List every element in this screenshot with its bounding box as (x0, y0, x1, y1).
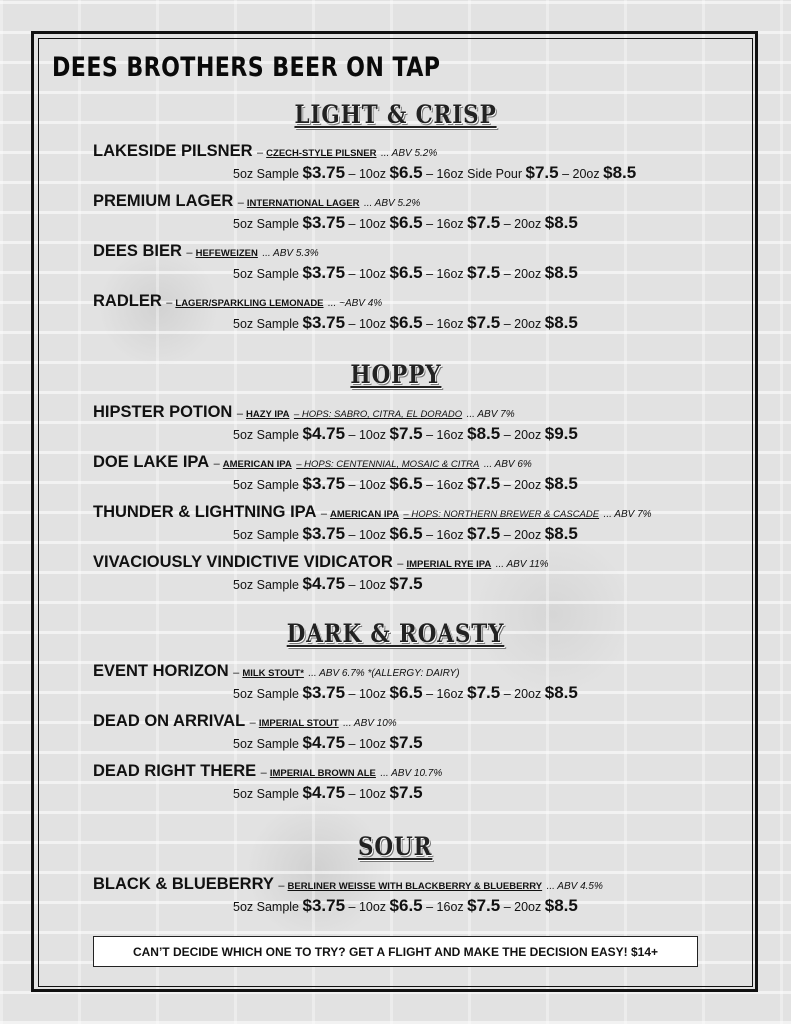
price-separator: – (422, 528, 437, 542)
beer-abv: ... ABV 10.7% (380, 768, 443, 779)
separator: – (233, 667, 243, 679)
price-list (233, 896, 578, 916)
size-label: 16oz (436, 317, 464, 331)
price-value: $8.5 (544, 524, 578, 543)
beer-name: DEES BIER (93, 242, 182, 260)
price-value: $7.5 (467, 683, 501, 702)
size-label: 16oz (436, 217, 464, 231)
price-separator: – (500, 317, 515, 331)
size-label: 5oz Sample (233, 478, 300, 492)
size-label: 16oz (436, 528, 464, 542)
beer-style: LAGER/SPARKLING LEMONADE (175, 298, 324, 309)
size-label: 5oz Sample (233, 578, 300, 592)
price-value: $3.75 (302, 163, 346, 182)
beer-abv: ... ABV 10% (343, 718, 397, 729)
beer-name: DOE LAKE IPA (93, 453, 210, 471)
section-title-text: LIGHT & CRISP (294, 100, 497, 129)
size-label: 16oz (436, 267, 464, 281)
price-value: $6.5 (389, 313, 423, 332)
beer-abv: ... ABV 11% (495, 559, 549, 570)
price-separator: – (422, 687, 437, 701)
beer-name: DEAD ON ARRIVAL (93, 712, 246, 730)
price-value: $8.5 (544, 313, 578, 332)
price-separator: – (422, 900, 437, 914)
price-list (233, 683, 578, 703)
size-label: 20oz (514, 267, 542, 281)
price-list (233, 424, 578, 444)
beer-abv: ... ABV 5.2% (380, 148, 438, 159)
price-separator: – (345, 528, 359, 542)
beer-style: IMPERIAL RYE IPA (406, 559, 492, 570)
size-label: 10oz (358, 428, 387, 442)
price-value: $3.75 (302, 263, 346, 282)
separator: – (256, 147, 267, 159)
separator: – (260, 767, 270, 779)
price-value: $6.5 (389, 524, 423, 543)
price-value: $8.5 (603, 163, 637, 182)
flight-offer-banner: CAN’T DECIDE WHICH ONE TO TRY? GET A FLIGHT AND MAKE THE DECISION EASY! $14+ (93, 936, 698, 967)
price-value: $6.5 (389, 213, 423, 232)
price-value: $7.5 (389, 574, 423, 593)
size-label: 10oz (358, 217, 387, 231)
beer-item-dead-right-there (93, 762, 442, 781)
beer-item-thunder-lightning-ipa (93, 503, 652, 522)
beer-item-event-horizon (93, 662, 460, 681)
size-label: 5oz Sample (233, 687, 300, 701)
beer-name: THUNDER & LIGHTNING IPA (93, 503, 317, 521)
price-list (233, 524, 578, 544)
beer-abv: ... ABV 4.5% (546, 881, 603, 892)
price-separator: – (345, 578, 359, 592)
beer-item-vivaciously-vindictive-vidicator (93, 553, 549, 572)
beer-item-premium-lager (93, 192, 420, 211)
beer-item-dees-bier (93, 242, 319, 261)
price-value: $7.5 (389, 783, 423, 802)
price-list (233, 733, 423, 753)
size-label: 5oz Sample (233, 737, 300, 751)
size-label: 5oz Sample (233, 267, 300, 281)
size-label: 10oz (358, 900, 387, 914)
price-separator: – (500, 900, 515, 914)
beer-style: AMERICAN IPA (330, 509, 399, 520)
price-value: $8.5 (544, 213, 578, 232)
beer-abv: ... ABV 7% (603, 509, 652, 520)
price-value: $7.5 (467, 213, 501, 232)
size-label: 5oz Sample (233, 217, 300, 231)
beer-item-radler (93, 292, 382, 311)
size-label: 5oz Sample (233, 167, 300, 181)
price-separator: – (422, 217, 437, 231)
beer-abv: ... ABV 5.2% (363, 198, 421, 209)
size-label: 20oz (514, 428, 542, 442)
beer-style: HAZY IPA (246, 409, 290, 420)
section-title-sour (0, 832, 791, 861)
beer-style: IMPERIAL STOUT (258, 718, 339, 729)
price-value: $4.75 (302, 424, 346, 443)
price-separator: – (500, 267, 515, 281)
price-separator: – (500, 528, 515, 542)
price-value: $7.5 (525, 163, 559, 182)
size-label: 16oz (436, 687, 464, 701)
price-separator: – (345, 428, 359, 442)
price-value: $8.5 (467, 424, 501, 443)
size-label: 5oz Sample (233, 528, 300, 542)
price-separator: – (500, 428, 515, 442)
price-separator: – (422, 267, 437, 281)
size-label: 10oz (358, 687, 387, 701)
price-list (233, 474, 578, 494)
price-value: $7.5 (389, 733, 423, 752)
price-value: $6.5 (389, 896, 423, 915)
beer-style: IMPERIAL BROWN ALE (269, 768, 376, 779)
beer-style: BERLINER WEISSE WITH BLACKBERRY & BLUEBERRY (287, 881, 543, 892)
price-value: $7.5 (467, 474, 501, 493)
beer-name: DEAD RIGHT THERE (93, 762, 257, 780)
price-separator: – (422, 167, 437, 181)
size-label: 16oz (436, 428, 464, 442)
price-value: $7.5 (467, 524, 501, 543)
price-value: $8.5 (544, 263, 578, 282)
beer-name: VIVACIOUSLY VINDICTIVE VIDICATOR (93, 553, 393, 571)
beer-abv: ... ABV 6% (483, 459, 532, 470)
size-label: 20oz (514, 478, 542, 492)
price-value: $6.5 (389, 263, 423, 282)
beer-name: LAKESIDE PILSNER (93, 142, 253, 160)
price-separator: – (345, 687, 359, 701)
separator: – (320, 508, 330, 520)
size-label: 10oz (358, 737, 387, 751)
price-value: $3.75 (302, 896, 346, 915)
section-title-light-crisp (0, 100, 791, 129)
size-label: 10oz (358, 167, 387, 181)
size-label: 5oz Sample (233, 428, 300, 442)
beer-abv: ... ABV 6.7% *(ALLERGY: DAIRY) (308, 668, 460, 679)
size-label: 16oz (436, 478, 464, 492)
price-value: $4.75 (302, 783, 346, 802)
price-value: $6.5 (389, 474, 423, 493)
beer-name: RADLER (93, 292, 162, 310)
beer-item-doe-lake-ipa (93, 453, 532, 472)
size-label: 16oz Side Pour (436, 167, 523, 181)
price-separator: – (558, 167, 573, 181)
size-label: 5oz Sample (233, 900, 300, 914)
separator: – (278, 880, 288, 892)
separator: – (236, 408, 246, 420)
size-label: 10oz (358, 317, 387, 331)
beer-style: CZECH-STYLE PILSNER (266, 148, 377, 159)
price-separator: – (345, 167, 359, 181)
price-separator: – (345, 317, 359, 331)
price-value: $7.5 (467, 263, 501, 282)
section-title-text: SOUR (358, 832, 433, 861)
section-title-hoppy (0, 360, 791, 389)
price-value: $3.75 (302, 683, 346, 702)
price-value: $8.5 (544, 896, 578, 915)
size-label: 20oz (514, 317, 542, 331)
price-list (233, 263, 578, 283)
price-list (233, 783, 423, 803)
price-separator: – (345, 900, 359, 914)
beer-style: MILK STOUT* (242, 668, 304, 679)
beer-item-dead-on-arrival (93, 712, 397, 731)
section-title-text: HOPPY (349, 360, 442, 389)
beer-item-black-blueberry (93, 875, 603, 894)
price-value: $6.5 (389, 683, 423, 702)
price-value: $4.75 (302, 574, 346, 593)
size-label: 20oz (514, 687, 542, 701)
beer-hops: – HOPS: SABRO, CITRA, EL DORADO (293, 409, 463, 420)
price-separator: – (422, 317, 437, 331)
price-list (233, 163, 636, 183)
price-separator: – (422, 478, 437, 492)
price-separator: – (345, 267, 359, 281)
section-title-text: DARK & ROASTY (286, 619, 505, 648)
size-label: 10oz (358, 578, 387, 592)
size-label: 10oz (358, 528, 387, 542)
size-label: 20oz (572, 167, 600, 181)
beer-item-lakeside-pilsner (93, 142, 437, 161)
price-separator: – (500, 217, 515, 231)
price-separator: – (345, 787, 359, 801)
price-value: $9.5 (544, 424, 578, 443)
size-label: 20oz (514, 900, 542, 914)
separator: – (237, 197, 247, 209)
price-value: $4.75 (302, 733, 346, 752)
price-value: $8.5 (544, 474, 578, 493)
beer-style: AMERICAN IPA (222, 459, 292, 470)
price-list (233, 313, 578, 333)
size-label: 20oz (514, 528, 542, 542)
size-label: 5oz Sample (233, 317, 300, 331)
price-separator: – (500, 687, 515, 701)
price-separator: – (422, 428, 437, 442)
beer-abv: ... ~ABV 4% (327, 298, 383, 309)
beer-style: HEFEWEIZEN (195, 248, 258, 259)
separator: – (397, 558, 407, 570)
price-list (233, 574, 423, 594)
section-title-dark-roasty (0, 619, 791, 648)
beer-hops: – HOPS: CENTENNIAL, MOSAIC & CITRA (296, 459, 480, 470)
page-title: DEES BROTHERS BEER ON TAP (52, 52, 441, 83)
price-value: $7.5 (389, 424, 423, 443)
beer-abv: ... ABV 7% (466, 409, 515, 420)
beer-name: EVENT HORIZON (93, 662, 229, 680)
beer-name: PREMIUM LAGER (93, 192, 234, 210)
separator: – (186, 247, 196, 259)
beer-item-hipster-potion (93, 403, 515, 422)
price-separator: – (500, 478, 515, 492)
price-separator: – (345, 217, 359, 231)
price-value: $3.75 (302, 524, 346, 543)
price-value: $3.75 (302, 213, 346, 232)
beer-name: BLACK & BLUEBERRY (93, 875, 274, 893)
beer-hops: – HOPS: NORTHERN BREWER & CASCADE (403, 509, 600, 520)
price-list (233, 213, 578, 233)
price-separator: – (345, 737, 359, 751)
separator: – (249, 717, 259, 729)
beer-abv: ... ABV 5.3% (262, 248, 319, 259)
beer-style: INTERNATIONAL LAGER (246, 198, 360, 209)
size-label: 5oz Sample (233, 787, 300, 801)
price-value: $7.5 (467, 896, 501, 915)
beer-name: HIPSTER POTION (93, 403, 233, 421)
price-value: $6.5 (389, 163, 423, 182)
price-separator: – (345, 478, 359, 492)
separator: – (213, 458, 223, 470)
price-value: $3.75 (302, 313, 346, 332)
size-label: 10oz (358, 267, 387, 281)
size-label: 10oz (358, 787, 387, 801)
size-label: 10oz (358, 478, 387, 492)
separator: – (166, 297, 176, 309)
size-label: 16oz (436, 900, 464, 914)
price-value: $7.5 (467, 313, 501, 332)
size-label: 20oz (514, 217, 542, 231)
price-value: $8.5 (544, 683, 578, 702)
price-value: $3.75 (302, 474, 346, 493)
